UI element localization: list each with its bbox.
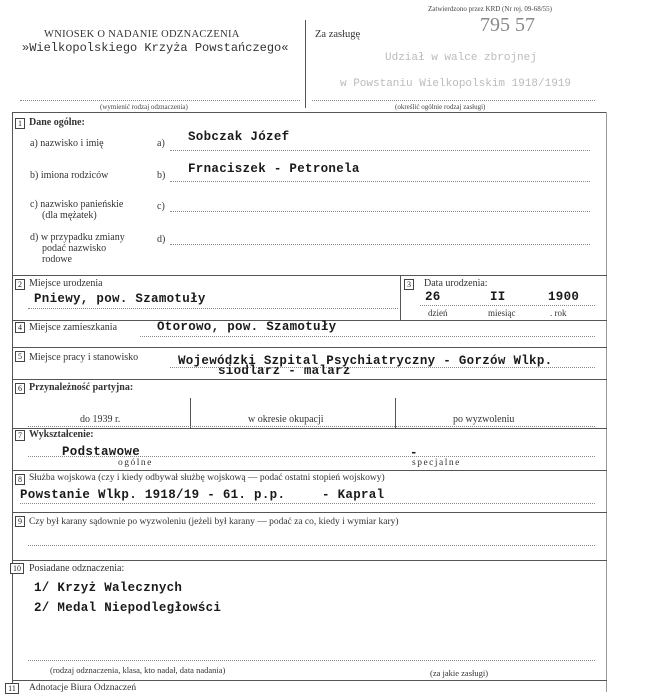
section-number: 2: [15, 279, 25, 290]
general-education-field[interactable]: Podstawowe: [62, 445, 141, 459]
merit-caption: (określić ogólnie rodzaj zasługi): [395, 103, 486, 111]
special-caption: specjalne: [412, 458, 461, 468]
maiden-name-letter: c): [157, 201, 165, 212]
maiden-name-label: c) nazwisko panieńskie: [30, 199, 124, 210]
birth-year-field[interactable]: 1900: [548, 290, 580, 304]
section-number: 10: [10, 563, 24, 574]
section-number: 1: [15, 118, 25, 129]
party-occupation: w okresie okupacji: [248, 414, 324, 425]
parents-field[interactable]: Frnaciszek - Petronela: [188, 162, 360, 176]
section-number: 6: [15, 383, 25, 394]
award-caption: (wymienić rodzaj odznaczenia): [100, 103, 188, 111]
party-before-1939: do 1939 r.: [80, 414, 121, 425]
party-after-liberation: po wyzwoleniu: [453, 414, 515, 425]
birth-name-label-2: podać nazwisko: [42, 243, 107, 254]
special-education-field[interactable]: -: [410, 446, 418, 460]
position-field[interactable]: siodlarz - malarz: [218, 364, 351, 378]
criminal-record-label: Czy był karany sądownie po wyzwoleniu (jeżeli był karany — podać za co, kiedy i wymiar kary): [29, 517, 399, 527]
merit-stamp-line2: w Powstaniu Wielkopolskim 1918/1919: [340, 78, 572, 90]
education-label: Wykształcenie:: [29, 429, 94, 440]
approval-note: Zatwierdzono przez KRD (Nr rej. 09-68/55): [428, 5, 553, 13]
merit-stamp-line1: Udział w walce zbrojnej: [385, 52, 537, 64]
form-title: WNIOSEK O NADANIE ODZNACZENIA: [44, 29, 240, 40]
merit-label: Za zasługę: [315, 29, 361, 40]
section-number: 11: [5, 683, 19, 694]
birth-name-letter: d): [157, 234, 166, 245]
birthplace-label: Miejsce urodzenia: [29, 278, 103, 289]
name-field[interactable]: Sobczak Józef: [188, 130, 290, 144]
birth-name-field[interactable]: [170, 244, 590, 245]
residence-label: Miejsce zamieszkania: [29, 322, 118, 333]
maiden-name-field[interactable]: [170, 211, 590, 212]
section-number: 9: [15, 516, 25, 527]
section-title: Dane ogólne:: [29, 117, 85, 128]
military-rank-field[interactable]: - Kapral: [322, 488, 385, 502]
name-label: a) nazwisko i imię: [30, 138, 104, 149]
decoration-caption: (rodzaj odznaczenia, klasa, kto nadał, data nadania): [50, 665, 226, 675]
merit-caption-2: (za jakie zasługi): [430, 668, 489, 678]
day-caption: dzień: [428, 308, 448, 318]
name-letter: a): [157, 138, 165, 149]
section-number: 4: [15, 322, 25, 333]
section-number: 7: [15, 430, 25, 441]
award-name: »Wielkopolskiego Krzyża Powstańczego«: [22, 41, 289, 55]
section-number: 5: [15, 351, 25, 362]
decoration-item-2[interactable]: 2/ Medal Niepodległowści: [34, 601, 222, 615]
military-label: Służba wojskowa (czy i kiedy odbywał służbę wojskową — podać ostatni stopień wojskowy): [29, 473, 385, 483]
workplace-field[interactable]: Wojewódzki Szpital Psychiatryczny - Gorzów Wlkp.: [178, 354, 553, 368]
birthplace-field[interactable]: Pniewy, pow. Szamotuły: [34, 292, 206, 306]
party-label: Przynależność partyjna:: [29, 382, 134, 393]
decoration-item-1[interactable]: 1/ Krzyż Walecznych: [34, 581, 183, 595]
birth-day-field[interactable]: 26: [425, 290, 441, 304]
criminal-record-field[interactable]: [28, 545, 595, 546]
registry-number-stamp: 795 57: [480, 14, 535, 36]
birth-month-field[interactable]: II: [490, 290, 506, 304]
parents-letter: b): [157, 170, 166, 181]
month-caption: miesiąc: [488, 308, 516, 318]
residence-field[interactable]: Otorowo, pow. Szamotuły: [157, 320, 337, 334]
year-caption: . rok: [550, 308, 567, 318]
general-caption: ogólne: [118, 458, 153, 468]
decorations-label: Posiadane odznaczenia:: [29, 563, 125, 574]
section-number: 8: [15, 474, 25, 485]
birth-name-label: d) w przypadku zmiany: [30, 232, 125, 243]
military-service-field[interactable]: Powstanie Wlkp. 1918/19 - 61. p.p.: [20, 488, 286, 502]
office-notes-label: Adnotacje Biura Odznaczeń: [29, 683, 137, 693]
section-number: 3: [404, 279, 414, 290]
workplace-label: Miejsce pracy i stanowisko: [29, 352, 139, 363]
birth-name-label-3: rodowe: [42, 254, 72, 265]
parents-label: b) imiona rodziców: [30, 170, 109, 181]
birthdate-label: Data urodzenia:: [424, 278, 488, 289]
maiden-name-sublabel: (dla mężatek): [42, 210, 97, 221]
